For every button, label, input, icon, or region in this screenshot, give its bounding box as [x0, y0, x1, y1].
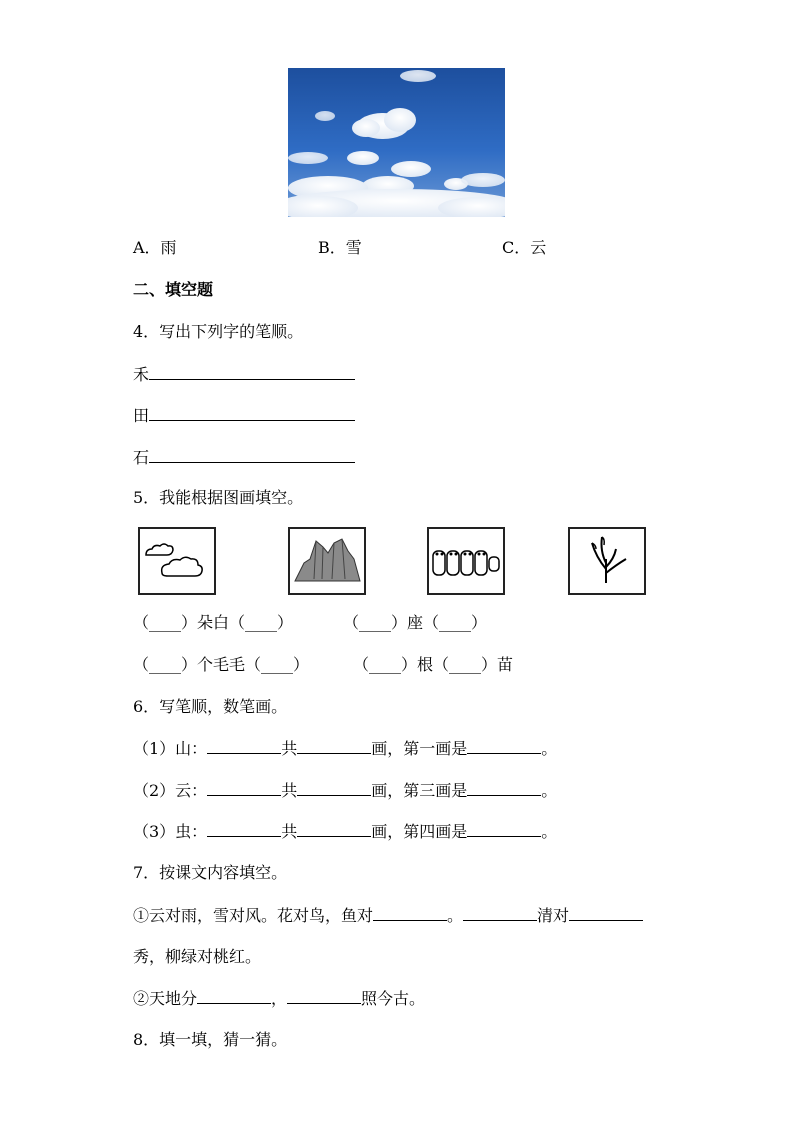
- q6-label: （3）虫：: [133, 822, 208, 841]
- q6-end: 。: [541, 781, 558, 800]
- caterpillar-picture: [427, 527, 505, 595]
- stroke-order-blank[interactable]: [207, 820, 281, 837]
- nth-stroke-blank[interactable]: [467, 820, 541, 837]
- option-c[interactable]: C．云: [502, 238, 547, 257]
- cloud-icon: [140, 529, 214, 593]
- q6-label: （1）山：: [133, 739, 208, 758]
- char-label: 禾: [133, 365, 150, 384]
- q6-gong: 共: [281, 781, 298, 800]
- q4-item-tian: [133, 404, 355, 427]
- q6-item-2: [133, 779, 557, 802]
- q6-label: （2）云：: [133, 781, 208, 800]
- nth-stroke-blank[interactable]: [467, 737, 541, 754]
- stroke-order-blank[interactable]: [207, 737, 281, 754]
- question-5-title: 5．我能根据图画填空。: [133, 488, 304, 507]
- q4-item-shi: [133, 446, 355, 469]
- question-7-title: 7．按课文内容填空。: [133, 863, 288, 882]
- seedling-icon: [570, 529, 644, 593]
- stroke-blank[interactable]: [149, 404, 355, 421]
- sky-clouds-photo: [288, 68, 505, 217]
- q5-blank-seedling[interactable]: （____）根（____）苗: [353, 655, 514, 674]
- q7-text: ①云对雨，雪对风。花对鸟，鱼对: [133, 906, 374, 925]
- option-a[interactable]: A．雨: [133, 238, 177, 257]
- q6-end: 。: [541, 822, 558, 841]
- stroke-blank[interactable]: [149, 363, 355, 380]
- q7-text: ，: [271, 989, 288, 1008]
- section-title: 二、填空题: [133, 280, 214, 299]
- q7-blank-3[interactable]: [569, 904, 643, 921]
- q7-text: 。: [447, 906, 464, 925]
- q5-blank-caterpillar[interactable]: （____）个毛毛（____）: [133, 655, 310, 674]
- nth-stroke-blank[interactable]: [467, 779, 541, 796]
- q5-blank-cloud[interactable]: （____）朵白（____）: [133, 613, 294, 632]
- cloud-picture: [138, 527, 216, 595]
- q6-hua: 画，第一画是: [371, 739, 468, 758]
- question-4-title: 4．写出下列字的笔顺。: [133, 322, 304, 341]
- char-label: 田: [133, 406, 150, 425]
- q6-item-3: [133, 820, 557, 843]
- q7-line-1: [133, 904, 643, 927]
- stroke-count-blank[interactable]: [297, 779, 371, 796]
- q6-hua: 画，第四画是: [371, 822, 468, 841]
- q7-text: 清对: [537, 906, 570, 925]
- char-label: 石: [133, 448, 150, 467]
- stroke-count-blank[interactable]: [297, 737, 371, 754]
- q4-item-he: [133, 363, 355, 386]
- caterpillar-icon: [429, 529, 503, 593]
- mountain-picture: [288, 527, 366, 595]
- q7-line-3: [133, 987, 425, 1010]
- q7-blank-5[interactable]: [287, 987, 361, 1004]
- seedling-picture: [568, 527, 646, 595]
- mountain-icon: [290, 529, 364, 593]
- question-8-title: 8．填一填，猜一猜。: [133, 1030, 288, 1049]
- question-6-title: 6．写笔顺，数笔画。: [133, 697, 288, 716]
- q7-blank-4[interactable]: [197, 987, 271, 1004]
- q7-blank-2[interactable]: [463, 904, 537, 921]
- q6-gong: 共: [281, 739, 298, 758]
- stroke-order-blank[interactable]: [207, 779, 281, 796]
- stroke-blank[interactable]: [149, 446, 355, 463]
- q7-text: ②天地分: [133, 989, 198, 1008]
- q7-blank-1[interactable]: [373, 904, 447, 921]
- q6-hua: 画，第三画是: [371, 781, 468, 800]
- q6-gong: 共: [281, 822, 298, 841]
- option-b[interactable]: B．雪: [318, 238, 362, 257]
- q5-blank-mountain[interactable]: （____）座（____）: [343, 613, 488, 632]
- q6-item-1: [133, 737, 557, 760]
- q7-line-2: 秀，柳绿对桃红。: [133, 947, 262, 966]
- q7-text: 照今古。: [361, 989, 426, 1008]
- q6-end: 。: [541, 739, 558, 758]
- stroke-count-blank[interactable]: [297, 820, 371, 837]
